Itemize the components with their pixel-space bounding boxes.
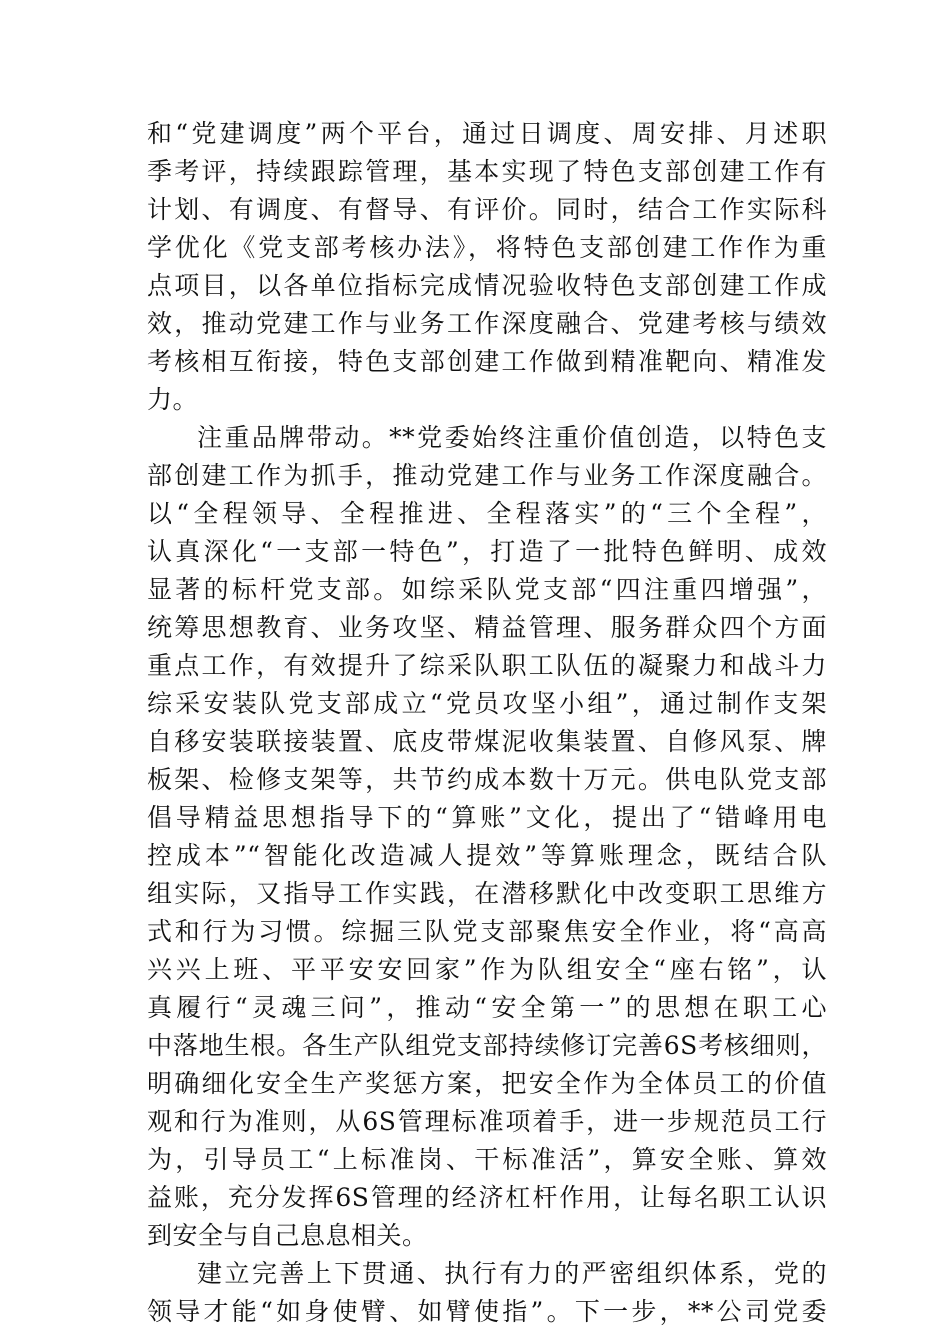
text-line: 到安全与自己息息相关。: [147, 1221, 428, 1250]
text-line: 观和行为准则，从6S管理标准项着手，进一步规范员工行: [147, 1107, 827, 1136]
text-line: 学优化《党支部考核办法》，将特色支部创建工作作为重: [147, 233, 827, 262]
text-line: 式和行为习惯。综掘三队党支部聚焦安全作业，将“高高: [147, 917, 827, 946]
text-line: 明确细化安全生产奖惩方案，把安全作为全体员工的价值: [147, 1069, 827, 1098]
text-line: 和“党建调度”两个平台，通过日调度、周安排、月述职: [147, 119, 827, 148]
text-line: 以“全程领导、全程推进、全程落实”的“三个全程”，: [147, 499, 827, 528]
text-line: 综采安装队党支部成立“党员攻坚小组”，通过制作支架: [147, 689, 827, 718]
text-line: 认真深化“一支部一特色”，打造了一批特色鲜明、成效: [147, 537, 827, 566]
text-line: 部创建工作为抓手，推动党建工作与业务工作深度融合。: [147, 461, 827, 490]
text-line: 力。: [147, 385, 199, 414]
text-line: 益账，充分发挥6S管理的经济杠杆作用，让每名职工认识: [147, 1183, 827, 1212]
text-line: 点项目，以各单位指标完成情况验收特色支部创建工作成: [147, 271, 827, 300]
text-line: 统筹思想教育、业务攻坚、精益管理、服务群众四个方面: [147, 613, 827, 642]
paragraph-first-line: 建立完善上下贯通、执行有力的严密组织体系，党的: [197, 1259, 827, 1288]
text-line: 重点工作，有效提升了综采队职工队伍的凝聚力和战斗力: [147, 651, 827, 680]
text-line: 领导才能“如身使臂、如臂使指”。下一步，**公司党委: [147, 1297, 827, 1326]
text-line: 真履行“灵魂三问”，推动“安全第一”的思想在职工心: [147, 993, 827, 1022]
text-line: 计划、有调度、有督导、有评价。同时，结合工作实际科: [147, 195, 827, 224]
text-line: 兴兴上班、平平安安回家”作为队组安全“座右铭”，认: [147, 955, 827, 984]
text-line: 板架、检修支架等，共节约成本数十万元。供电队党支部: [147, 765, 827, 794]
text-line: 控成本”“智能化改造减人提效”等算账理念，既结合队: [147, 841, 827, 870]
text-line: 倡导精益思想指导下的“算账”文化，提出了“错峰用电: [147, 803, 827, 832]
text-line: 中落地生根。各生产队组党支部持续修订完善6S考核细则，: [147, 1031, 827, 1060]
text-line: 自移安装联接装置、底皮带煤泥收集装置、自修风泵、牌: [147, 727, 827, 756]
text-line: 显著的标杆党支部。如综采队党支部“四注重四增强”，: [147, 575, 827, 604]
paragraph-first-line: 注重品牌带动。**党委始终注重价值创造，以特色支: [197, 423, 827, 452]
text-line: 季考评，持续跟踪管理，基本实现了特色支部创建工作有: [147, 157, 827, 186]
text-line: 考核相互衔接，特色支部创建工作做到精准靶向、精准发: [147, 347, 827, 376]
body-text: [147, 115, 827, 1331]
text-line: 效，推动党建工作与业务工作深度融合、党建考核与绩效: [147, 309, 827, 338]
text-line: 为，引导员工“上标准岗、干标准活”，算安全账、算效: [147, 1145, 827, 1174]
text-line: 组实际，又指导工作实践，在潜移默化中改变职工思维方: [147, 879, 827, 908]
